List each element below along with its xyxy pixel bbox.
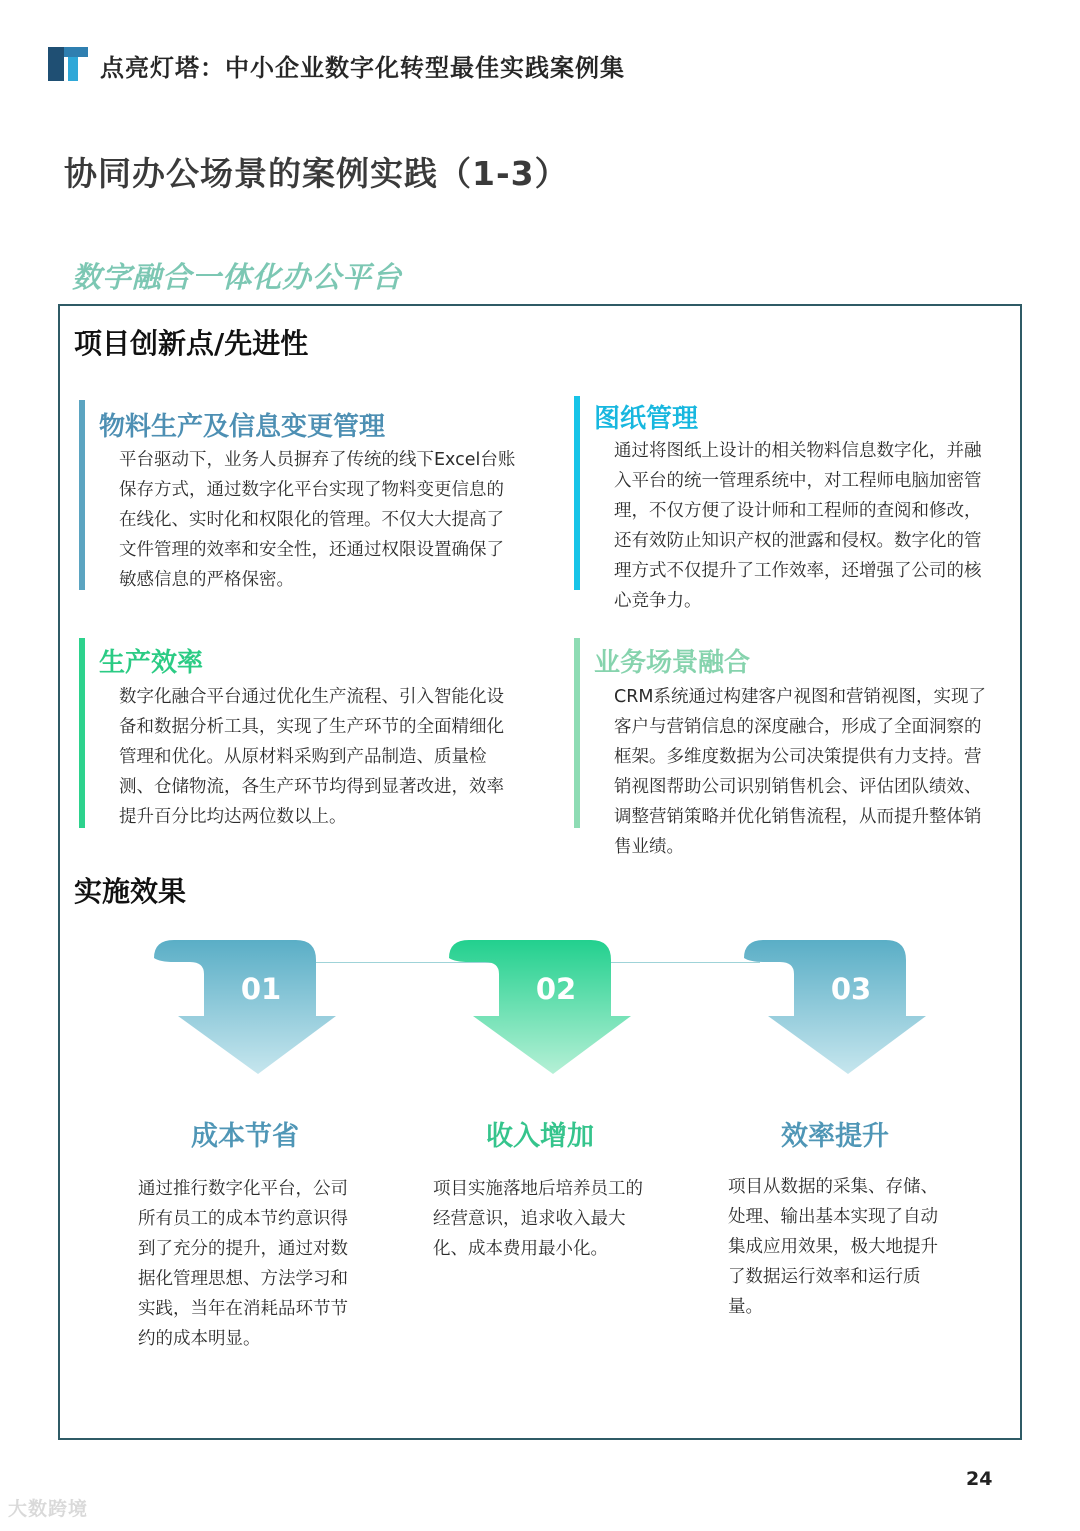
- block-text: 平台驱动下，业务人员摒弃了传统的线下Excel台账保存方式，通过数字化平台实现了物料变更信息的在线化、实时化和权限化的管理。不仅大大提高了文件管理的效率和安全性，还通过权限设置确保了敏感信息的严格保密。: [119, 450, 516, 590]
- result-title-cost: 成本节省: [191, 1121, 299, 1152]
- accent-bar: [574, 638, 580, 828]
- result-title-revenue: 收入增加: [486, 1121, 594, 1152]
- block-title: 图纸管理: [594, 404, 699, 434]
- innovation-block-drawings: [574, 396, 1004, 611]
- innovation-block-material: [79, 400, 529, 590]
- result-number: 02: [535, 972, 577, 1006]
- case-subtitle: 数字融合一体化办公平台: [72, 260, 403, 294]
- page-number: 24: [966, 1468, 993, 1490]
- block-title: 物料生产及信息变更管理: [99, 412, 386, 442]
- page-title: 协同办公场景的案例实践（1-3）: [64, 154, 569, 193]
- result-text-revenue: 项目实施落地后培养员工的经营意识，追求收入最大化、成本费用最小化。: [433, 1179, 643, 1259]
- result-arrow-02: [445, 938, 645, 1078]
- result-number: 03: [830, 972, 872, 1006]
- result-text-efficiency: 项目从数据的采集、存储、处理、输出基本实现了自动集成应用效果，极大地提升了数据运行效率和运行质量。: [728, 1177, 938, 1317]
- block-title: 生产效率: [99, 648, 204, 678]
- result-number: 01: [240, 972, 282, 1006]
- innovation-block-efficiency: [79, 638, 529, 828]
- brand-logo-icon: [48, 47, 88, 81]
- block-title: 业务场景融合: [594, 648, 751, 678]
- innovation-heading: 项目创新点/先进性: [74, 327, 309, 360]
- innovation-block-business: [574, 638, 1004, 857]
- result-title-efficiency: 效率提升: [781, 1121, 889, 1152]
- accent-bar: [79, 400, 85, 590]
- watermark: 大数跨境: [8, 1498, 89, 1520]
- accent-bar: [574, 396, 580, 590]
- accent-bar: [79, 638, 85, 828]
- block-text: 通过将图纸上设计的相关物料信息数字化，并融入平台的统一管理系统中，对工程师电脑加密管理，不仅方便了设计师和工程师的查阅和修改，还有效防止知识产权的泄露和侵权。数字化的管理方式不仅提升了工作效率，还增强了公司的核心竞争力。: [614, 441, 982, 611]
- block-text: 数字化融合平台通过优化生产流程、引入智能化设备和数据分析工具，实现了生产环节的全面精细化管理和优化。从原材料采购到产品制造、质量检测、仓储物流，各生产环节均得到显著改进，效率提升百分比均达两位数以上。: [119, 687, 504, 827]
- result-text-cost: 通过推行数字化平台，公司所有员工的成本节约意识得到了充分的提升，通过对数据化管理思想、方法学习和实践，当年在消耗品环节节约的成本明显。: [138, 1179, 348, 1349]
- publication-title: 点亮灯塔：中小企业数字化转型最佳实践案例集: [100, 54, 625, 82]
- results-heading: 实施效果: [74, 875, 187, 908]
- block-text: CRM系统通过构建客户视图和营销视图，实现了客户与营销信息的深度融合，形成了全面洞察的框架。多维度数据为公司决策提供有力支持。营销视图帮助公司识别销售机会、评估团队绩效、调整营销策略并优化销售流程，从而提升整体销售业绩。: [614, 687, 986, 857]
- result-arrow-03: [740, 938, 940, 1078]
- result-arrow-01: [150, 938, 350, 1078]
